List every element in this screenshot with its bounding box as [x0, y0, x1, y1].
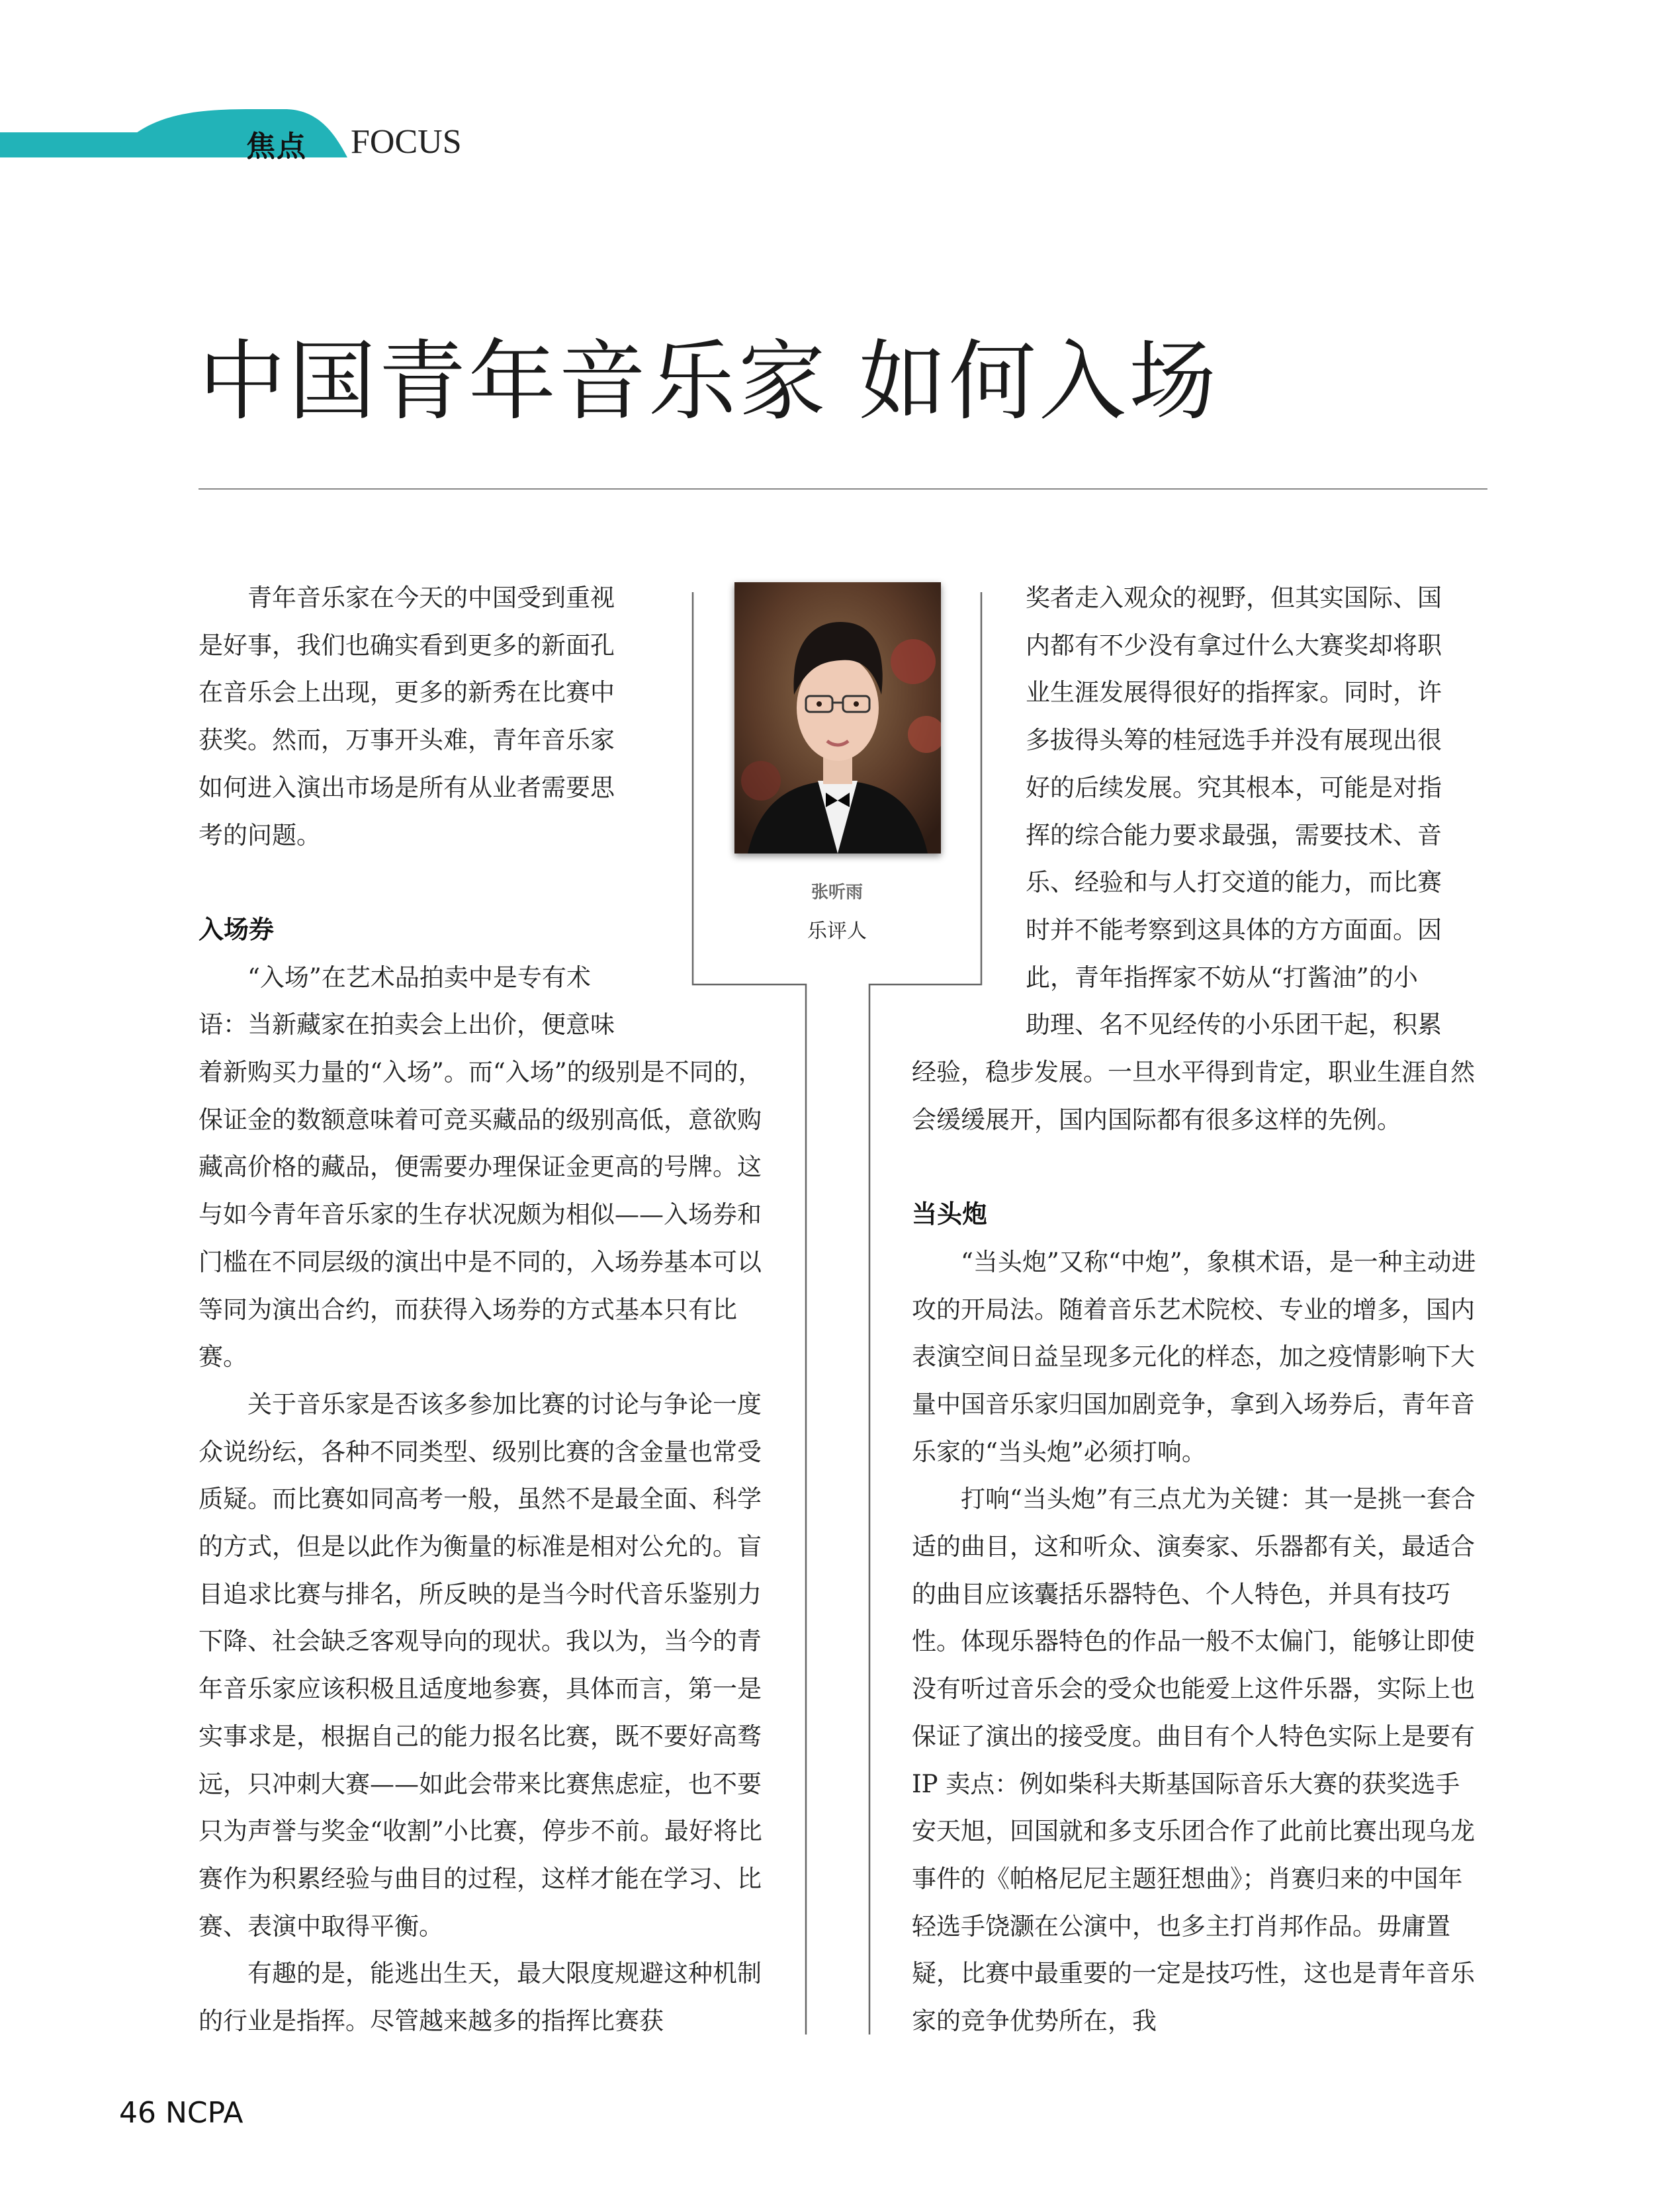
paragraph-line: 乐、经验和与人打交道的能力，而比赛 — [1026, 868, 1442, 897]
paragraph-line: 时并不能考察到这具体的方方面面。因 — [1026, 915, 1442, 944]
paragraph-line: 内都有不少没有拿过什么大赛奖却将职 — [1026, 631, 1442, 660]
left-column — [199, 574, 764, 2045]
author-role: 乐评人 — [807, 920, 867, 943]
intro-line: 在音乐会上出现，更多的新秀在比赛中 — [199, 678, 615, 707]
intro-line: 如何进入演出市场是所有从业者需要思 — [199, 773, 615, 802]
paragraph-line: 助理、名不见经传的小乐团干起，积累 — [1026, 1010, 1442, 1039]
intro-line: 获奖。然而，万事开头难，青年音乐家 — [199, 726, 615, 755]
paragraph-line: 业生涯发展得很好的指挥家。同时，许 — [1026, 678, 1442, 707]
page-number: 46 — [119, 2096, 156, 2130]
page-footer — [119, 2096, 252, 2130]
intro-line: 考的问题。 — [199, 820, 321, 850]
paragraph-repertoire: 打响“当头炮”有三点尤为关键：其一是挑一套合适的曲目，这和听众、演奏家、乐器都有关，最适合的曲目应该囊括乐器特色、个人特色，并具有技巧性。体现乐器特色的作品一般不太偏门，能够让即使没有听过音乐会的受众也能爱上这件乐器，实际上也保证了演出的接受度。曲目有个人特色实际上是要有 IP 卖点：例如柴科夫斯基国际音乐大赛的获奖选手安天旭，回国就和多支乐团合作了此前比赛出现乌龙事件的《帕格尼尼主题狂想曲》；肖赛归来的中国年轻选手饶灏在公演中，也多主打肖邦作品。毋庸置疑，比赛中最重要的一定是技巧性，这也是青年音乐家的竞争优势所在，我 — [912, 1485, 1476, 2036]
right-column — [912, 574, 1478, 2045]
paragraph-conductor: 有趣的是，能逃出生天，最大限度规避这种机制的行业是指挥。尽管越来越多的指挥比赛获 — [199, 1959, 762, 2036]
paragraph-line: 语：当新藏家在拍卖会上出价，便意味 — [199, 1010, 615, 1039]
publication-name: NCPA — [165, 2096, 243, 2130]
paragraph-line: 此，青年指挥家不妨从“打酱油”的小 — [1026, 963, 1418, 992]
intro-line: 是好事，我们也确实看到更多的新面孔 — [199, 631, 615, 660]
paragraph-competition: 关于音乐家是否该多参加比赛的讨论与争论一度众说纷纭，各种不同类型、级别比赛的含金量也常受质疑。而比赛如同高考一般，虽然不是最全面、科学的方式，但是以此作为衡量的标准是相对公允的。盲目追求比赛与排名，所反映的是当今时代音乐鉴别力下降、社会缺乏客观导向的现状。我以为，当今的青年音乐家应该积极且适度地参赛，具体而言，第一是实事求是，根据自己的能力报名比赛，既不要好高骛远，只冲刺大赛——如此会带来比赛焦虑症，也不要只为声誉与奖金“收割”小比赛，停步不前。最好将比赛作为积累经验与曲目的过程，这样才能在学习、比赛、表演中取得平衡。 — [199, 1389, 762, 1941]
author-photo — [734, 582, 941, 853]
paragraph-line: 好的后续发展。究其根本，可能是对指 — [1026, 773, 1442, 802]
intro-paragraph — [199, 574, 648, 859]
paragraph-ticket-narrow — [199, 954, 648, 1049]
author-name: 张听雨 — [811, 883, 863, 902]
paragraph-conductor-cont: 经验，稳步发展。一旦水平得到肯定，职业生涯自然会缓缓展开，国内国际都有很多这样的先例。 — [912, 1058, 1475, 1134]
title-divider — [199, 488, 1487, 490]
section-label-en: FOCUS — [351, 123, 462, 161]
paragraph-line: “入场”在艺术品拍卖中是专有术 — [247, 963, 591, 992]
paragraph-line: 挥的综合能力要求最强，需要技术、音 — [1026, 820, 1442, 850]
paragraph-line: 奖者走入观众的视野，但其实国际、国 — [1026, 584, 1442, 612]
paragraph-line: 多拔得头筹的桂冠选手并没有展现出很 — [1026, 726, 1442, 755]
section-heading-ticket: 入场券 — [199, 914, 275, 944]
paragraph-opening: “当头炮”又称“中炮”，象棋术语，是一种主动进攻的开局法。随着音乐艺术院校、专业的增多，国内表演空间日益呈现多元化的样态，加之疫情影响下大量中国音乐家归国加剧竞争，拿到入场券后，青年音乐家的“当头炮”必须打响。 — [912, 1247, 1476, 1466]
section-label: 焦点 — [246, 130, 307, 163]
paragraph-conductor-cont-narrow — [1026, 574, 1478, 1049]
page-title: 中国青年音乐家 如何入场 — [199, 331, 1219, 433]
intro-line: 青年音乐家在今天的中国受到重视 — [247, 584, 615, 612]
paragraph-ticket: 着新购买力量的“入场”。而“入场”的级别是不同的，保证金的数额意味着可竞买藏品的级别高低，意欲购藏高价格的藏品，便需要办理保证金更高的号牌。这与如今青年音乐家的生存状况颇为相似——入场券和门槛在不同层级的演出中是不同的，入场券基本可以等同为演出合约，而获得入场券的方式基本只有比赛。 — [199, 1058, 763, 1372]
section-heading-opening: 当头炮 — [912, 1200, 988, 1229]
